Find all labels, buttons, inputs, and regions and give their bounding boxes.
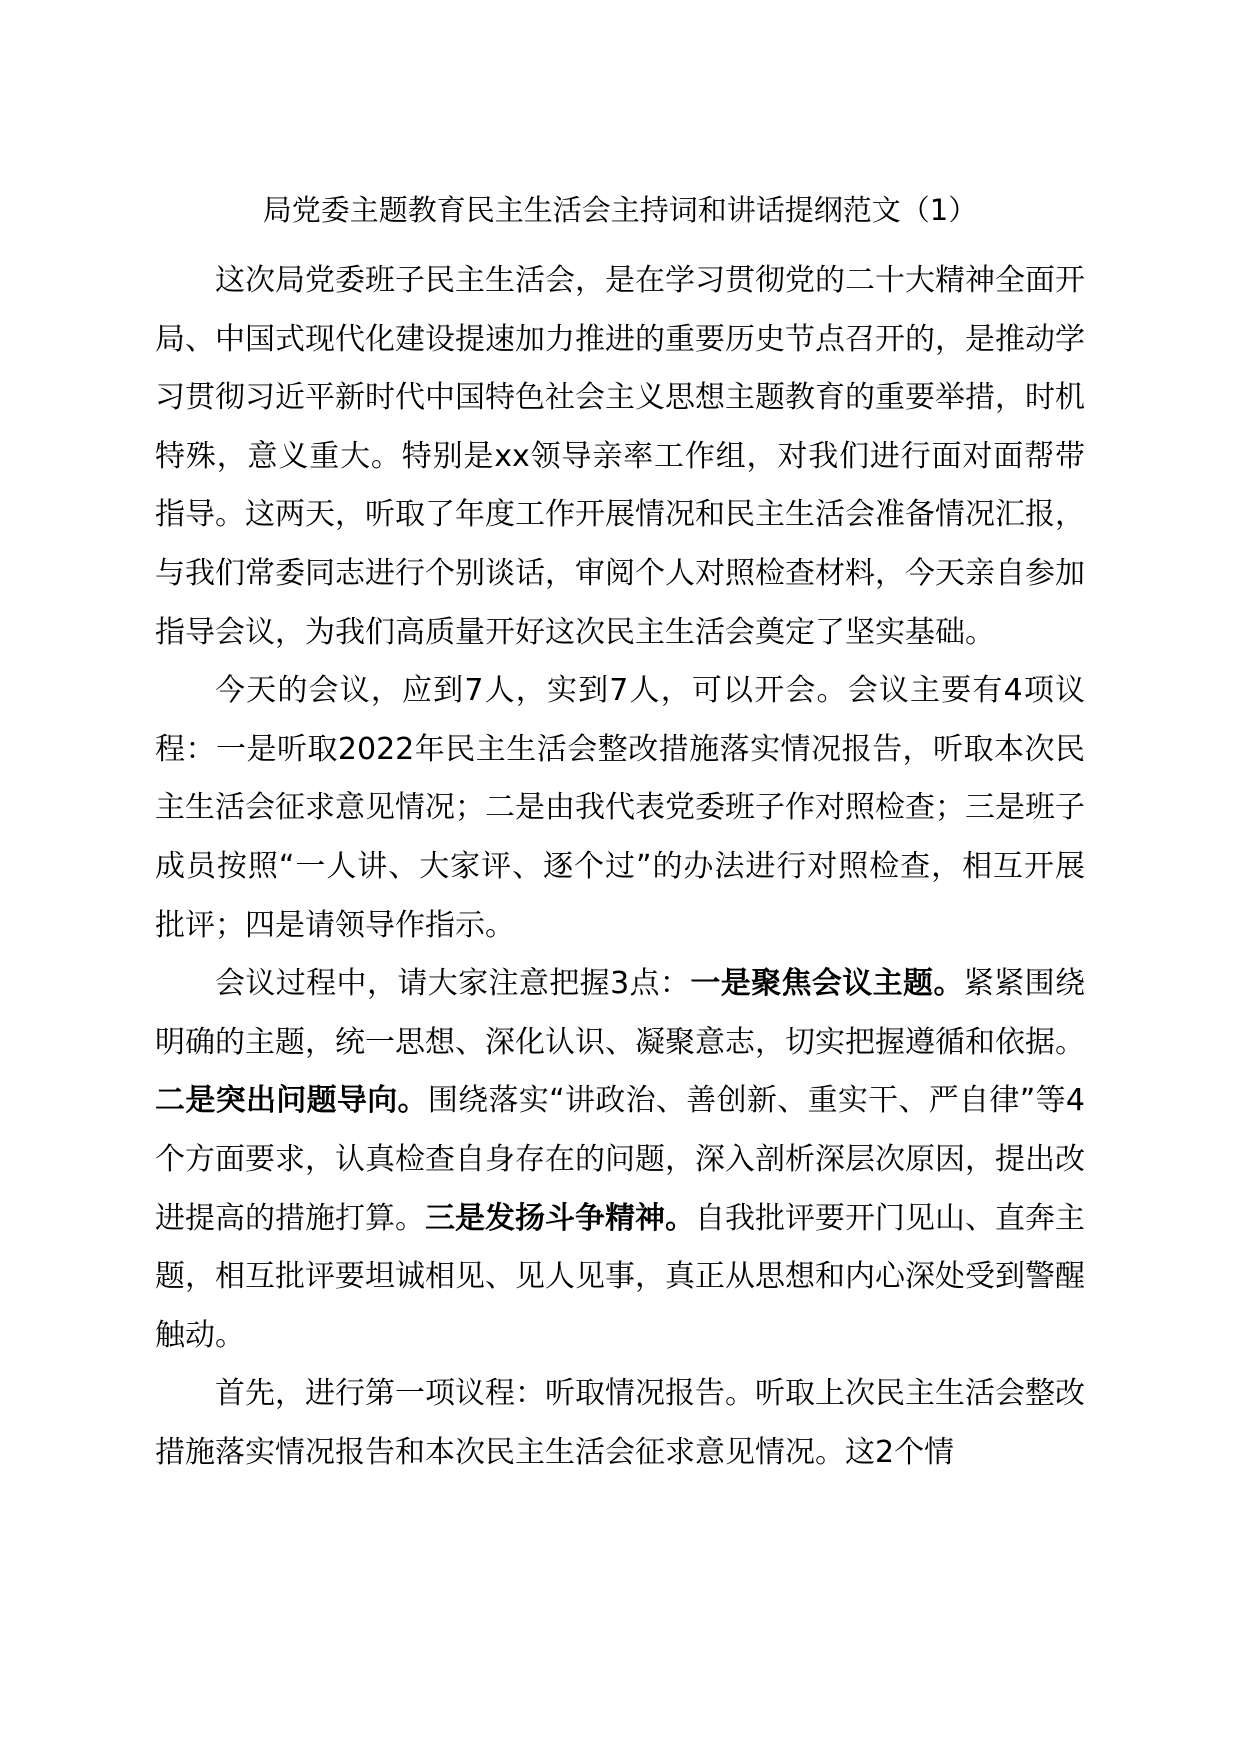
text-run: 首先，进行第一项议程：听取情况报告。听取上次民主生活会整改措施落实情况报告和本次民主生活会征求意见情况。这2个情 — [155, 1376, 1085, 1470]
document-title: 局党委主题教育民主生活会主持词和讲话提纲范文（1） — [262, 193, 978, 227]
text-run: 紧紧围绕明确的主题，统一思想、深化认识、凝聚意志，切实把握遵循和依据。 — [155, 966, 1086, 1060]
text-run: 自我批评要开门见山、直奔主题，相互批评要坦诚相见、见人见事，真正从思想和内心深处受到警醒触动。 — [155, 1200, 1085, 1353]
bold-heading-run: 一是聚焦会议主题。 — [690, 966, 964, 1002]
text-run: 今天的会议，应到7人，实到7人，可以开会。会议主要有4项议程：一是听取2022年民主生活会整改措施落实情况报告，听取本次民主生活会征求意见情况；二是由我代表党委班子作对照检查；三是班子成员按照“一人讲、大家评、逐个过”的办法进行对照检查，相互开展批评；四是请领导作指示。 — [155, 673, 1085, 943]
text-run: 这次局党委班子民主生活会，是在学习贯彻党的二十大精神全面开局、中国式现代化建设提速加力推进的重要历史节点召开的，是推动学习贯彻习近平新时代中国特色社会主义思想主题教育的重要举措，时机特殊，意义重大。特别是xx领导亲率工作组，对我们进行面对面帮带指导。这两天，听取了年度工作开展情况和民主生活会准备情况汇报，与我们常委同志进行个别谈话，审阅个人对照检查材料，今天亲自参加指导会议，为我们高质量开好这次民主生活会奠定了坚实基础。 — [155, 263, 1085, 650]
body-paragraph — [155, 955, 1085, 1365]
bold-heading-run: 三是发扬斗争精神。 — [425, 1200, 695, 1236]
body-paragraph — [155, 1365, 1085, 1482]
text-run: 围绕落实“讲政治、善创新、重实干、严自律”等4个方面要求，认真检查自身存在的问题，深入剖析深层次原因，提出改进提高的措施打算。 — [155, 1083, 1086, 1236]
body-paragraph — [155, 662, 1085, 955]
text-run: 会议过程中，请大家注意把握3点： — [215, 966, 691, 1002]
bold-heading-run: 二是突出问题导向。 — [155, 1083, 428, 1119]
body-paragraph — [155, 252, 1085, 662]
document-body — [155, 252, 1085, 1482]
